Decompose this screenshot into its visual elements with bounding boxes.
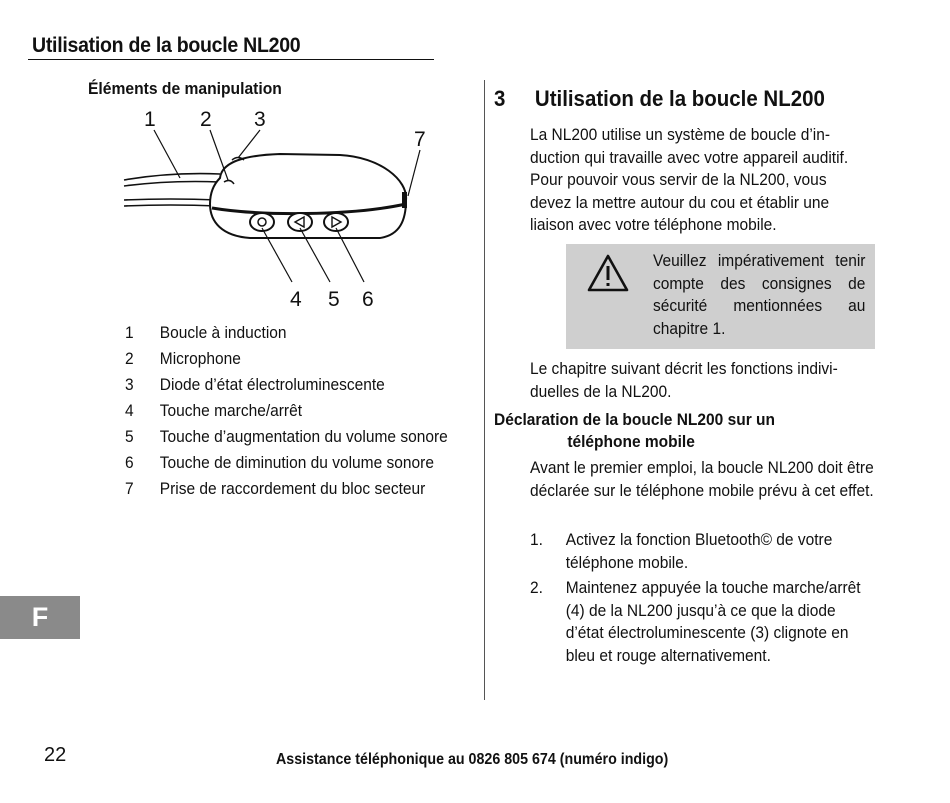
header-underline bbox=[28, 59, 434, 60]
subheading-line-2: téléphone mobile bbox=[567, 433, 695, 451]
step-text: Activez la fonction Bluetooth© de votre téléphone mobile. bbox=[565, 531, 833, 572]
callout-2: 2 bbox=[200, 108, 212, 131]
chapter-heading-block bbox=[494, 86, 884, 112]
warning-triangle-icon bbox=[586, 253, 630, 293]
legend-item bbox=[125, 478, 454, 500]
legend-item bbox=[125, 322, 454, 344]
page-number: 22 bbox=[44, 744, 67, 766]
step-number: 1. bbox=[530, 531, 543, 549]
page-header-title: Utilisation de la boucle NL200 bbox=[32, 34, 301, 57]
legend-number: 2 bbox=[125, 350, 134, 368]
warning-text: Veuillez impérativement tenir compte des consignes de sécurité mentionnées au chapitre 1. bbox=[653, 252, 866, 338]
legend-text: Boucle à induction bbox=[159, 324, 287, 342]
step-item bbox=[530, 577, 870, 667]
controls-heading: Éléments de manipulation bbox=[88, 79, 282, 98]
legend-text: Touche de diminution du volume sonore bbox=[159, 454, 434, 472]
legend-number: 7 bbox=[125, 480, 134, 498]
pairing-steps bbox=[530, 529, 870, 670]
chapter-heading bbox=[494, 86, 857, 112]
legend-text: Prise de raccordement du bloc secteur bbox=[159, 480, 426, 498]
column-divider bbox=[484, 80, 485, 700]
pairing-paragraph: Avant le premier emploi, la boucle NL200 doit être déclarée sur le téléphone mobile prévu à cet effet. bbox=[530, 459, 874, 500]
pairing-subheading bbox=[494, 409, 851, 453]
callout-5: 5 bbox=[328, 288, 340, 311]
legend-item bbox=[125, 426, 454, 448]
legend-number: 5 bbox=[125, 428, 134, 446]
legend-text: Touche d’augmentation du volume sonore bbox=[159, 428, 448, 446]
legend-text: Microphone bbox=[159, 350, 241, 368]
chapter-title: Utilisation de la boucle NL200 bbox=[534, 86, 825, 111]
controls-legend bbox=[125, 322, 454, 504]
callout-4: 4 bbox=[290, 288, 302, 311]
callout-1: 1 bbox=[144, 108, 156, 131]
chapter-number: 3 bbox=[494, 86, 506, 111]
step-item bbox=[530, 529, 870, 574]
legend-item bbox=[125, 452, 454, 474]
legend-item bbox=[125, 400, 454, 422]
legend-number: 6 bbox=[125, 454, 134, 472]
legend-text: Diode d’état électroluminescente bbox=[159, 376, 385, 394]
legend-number: 3 bbox=[125, 376, 134, 394]
legend-number: 4 bbox=[125, 402, 134, 420]
step-text: Maintenez appuyée la touche marche/arrêt (4) de la NL200 jusqu’à ce que la diode d’état électroluminescente (3) clignote en bleu et rouge alternativement. bbox=[565, 579, 861, 665]
intro-paragraph: La NL200 utilise un système de boucle d’induction qui travaille avec votre appareil auditif. Pour pouvoir vous servir de la NL200, vous devez la mettre autour du cou et établir une liaison avec votre téléphone mobile. bbox=[530, 126, 849, 234]
legend-item bbox=[125, 374, 454, 396]
callout-3: 3 bbox=[254, 108, 266, 131]
footer-hotline: Assistance téléphonique au 0826 805 674 (numéro indigo) bbox=[276, 751, 669, 768]
device-illustration bbox=[110, 100, 440, 315]
callout-7: 7 bbox=[414, 128, 426, 151]
callout-6: 6 bbox=[362, 288, 374, 311]
chapter-overview-paragraph: Le chapitre suivant décrit les fonctions individuelles de la NL200. bbox=[530, 360, 838, 401]
legend-item bbox=[125, 348, 454, 370]
legend-number: 1 bbox=[125, 324, 134, 342]
subheading-line-1: Déclaration de la boucle NL200 sur un bbox=[494, 411, 775, 429]
language-tab: F bbox=[0, 596, 80, 639]
legend-text: Touche marche/arrêt bbox=[159, 402, 303, 420]
step-number: 2. bbox=[530, 579, 543, 597]
